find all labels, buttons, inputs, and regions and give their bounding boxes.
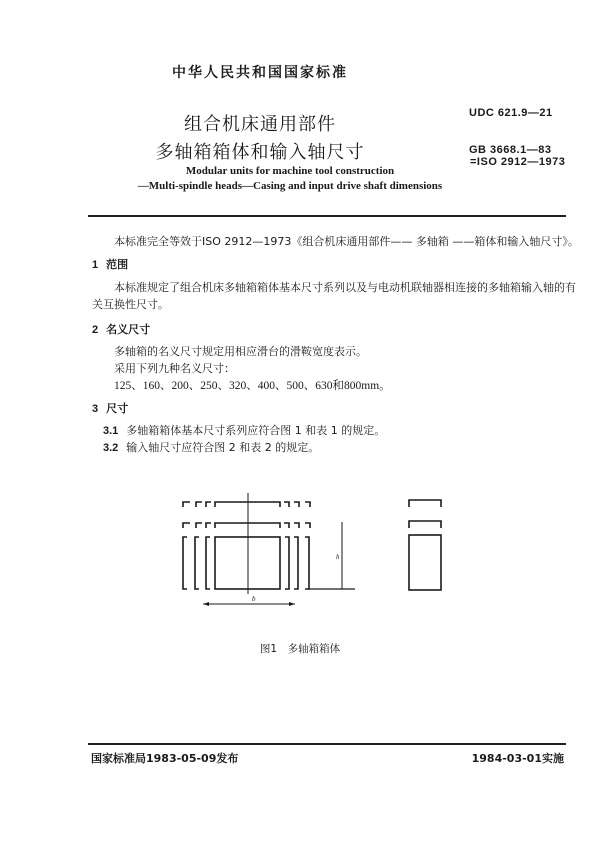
dimension-label-height: h <box>336 553 340 561</box>
national-standard-heading: 中华人民共和国国家标准 <box>172 65 348 81</box>
casing-side-view <box>409 535 441 590</box>
gb-number: GB 3668.1—83 <box>469 144 552 156</box>
udc-code: UDC 621.9—21 <box>469 107 553 119</box>
issue-date: 国家标准局1983-05-09发布 <box>91 752 239 765</box>
subsection-text: 输入轴尺寸应符合图 2 和表 2 的规定。 <box>126 441 320 454</box>
document-title-line2: 多轴箱箱体和输入轴尺寸 <box>155 142 365 163</box>
document-title-line1: 组合机床通用部件 <box>184 114 336 135</box>
section-title: 范围 <box>106 258 129 271</box>
footer-divider <box>88 743 566 745</box>
nominal-size-intro: 采用下列九种名义尺寸： <box>114 362 235 375</box>
section-number: 3 <box>92 403 99 415</box>
scope-paragraph-line2: 关互换性尺寸。 <box>92 298 169 311</box>
effective-date: 1984-03-01实施 <box>471 752 564 765</box>
section-number: 1 <box>92 259 99 271</box>
dimension-label-width: b <box>252 595 256 603</box>
nominal-size-paragraph: 多轴箱的名义尺寸规定用相应滑台的滑鞍宽度表示。 <box>114 345 367 358</box>
subsection-text: 多轴箱箱体基本尺寸系列应符合图 1 和表 1 的规定。 <box>126 424 386 437</box>
section-number: 2 <box>92 324 99 336</box>
scope-paragraph-line1: 本标准规定了组合机床多轴箱箱体基本尺寸系列以及与电动机联轴器相连接的多轴箱输入轴的有 <box>114 281 576 294</box>
section-title: 名义尺寸 <box>106 323 151 336</box>
english-title-line1: Modular units for machine tool construction <box>185 165 395 177</box>
figure-caption: 图1 多轴箱箱体 <box>259 643 341 655</box>
nominal-size-list: 125、160、200、250、320、400、500、630和800mm。 <box>114 380 391 392</box>
equivalence-statement: 本标准完全等效于ISO 2912—1973《组合机床通用部件—— 多轴箱 ——箱体和输入轴尺寸》。 <box>114 235 579 248</box>
iso-equivalent: =ISO 2912—1973 <box>470 156 566 168</box>
english-title-line2: —Multi-spindle heads—Casing and input drive shaft dimensions <box>137 180 443 192</box>
section-title: 尺寸 <box>106 402 129 415</box>
subsection-number: 3.1 <box>103 425 119 437</box>
subsection-number: 3.2 <box>103 442 119 454</box>
